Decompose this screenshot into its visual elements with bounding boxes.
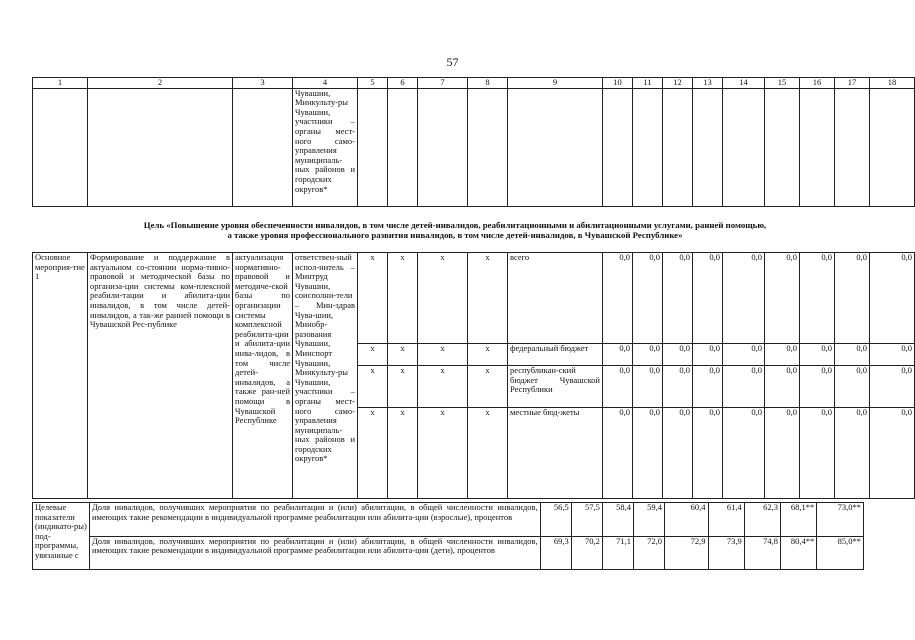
col-number: 6 bbox=[388, 78, 418, 89]
value-cell: 0,0 bbox=[723, 344, 765, 366]
column-number-row bbox=[33, 78, 915, 89]
col-number: 9 bbox=[508, 78, 603, 89]
x-cell: х bbox=[468, 344, 508, 366]
value-cell: 0,0 bbox=[870, 366, 915, 408]
col-number: 2 bbox=[88, 78, 233, 89]
executors-cell: Чувашии, Минкульту-ры Чувашии, участники – органы мест-ного само-управления муниципаль-ных районов и городских округов* bbox=[293, 88, 358, 206]
value-cell: 72,0 bbox=[633, 536, 664, 570]
value-cell: 68,1** bbox=[781, 503, 817, 537]
value-cell: 0,0 bbox=[765, 366, 800, 408]
value-cell: 0,0 bbox=[633, 344, 663, 366]
funding-source: федеральный бюджет bbox=[508, 344, 603, 366]
x-cell: х bbox=[468, 408, 508, 499]
col-number: 13 bbox=[693, 78, 723, 89]
value-cell: 70,2 bbox=[571, 536, 602, 570]
col-number: 15 bbox=[765, 78, 800, 89]
col-number: 16 bbox=[800, 78, 835, 89]
target-text: Доля инвалидов, получивших мероприятия по реабилитации и (или) абилитации, в общей численности инвалидов, имеющих такие рекомендации в индивидуальной программе реабилитации или абилита-ции (дети), процентов bbox=[89, 536, 540, 570]
value-cell: 56,5 bbox=[540, 503, 571, 537]
value-cell: 59,4 bbox=[633, 503, 664, 537]
funding-source: местные бюд-жеты bbox=[508, 408, 603, 499]
x-cell: х bbox=[388, 253, 418, 344]
x-cell: х bbox=[418, 366, 468, 408]
funding-row-total bbox=[33, 253, 915, 344]
col-number: 11 bbox=[633, 78, 663, 89]
x-cell: х bbox=[358, 366, 388, 408]
value-cell: 0,0 bbox=[633, 408, 663, 499]
value-cell: 0,0 bbox=[835, 366, 870, 408]
value-cell: 0,0 bbox=[870, 408, 915, 499]
value-cell: 0,0 bbox=[723, 366, 765, 408]
col-number: 17 bbox=[835, 78, 870, 89]
value-cell: 61,4 bbox=[708, 503, 744, 537]
targets-table bbox=[32, 502, 864, 570]
value-cell: 0,0 bbox=[800, 408, 835, 499]
targets-label: Целевые показатели (индикато-ры) под-программы, увязанные с bbox=[33, 503, 90, 570]
col-number: 5 bbox=[358, 78, 388, 89]
value-cell: 0,0 bbox=[663, 408, 693, 499]
x-cell: х bbox=[388, 366, 418, 408]
value-cell: 69,3 bbox=[540, 536, 571, 570]
value-cell: 0,0 bbox=[835, 253, 870, 344]
x-cell: х bbox=[358, 344, 388, 366]
value-cell: 0,0 bbox=[800, 366, 835, 408]
x-cell: х bbox=[418, 253, 468, 344]
value-cell: 73,0** bbox=[817, 503, 864, 537]
value-cell: 74,8 bbox=[744, 536, 780, 570]
value-cell: 0,0 bbox=[870, 344, 915, 366]
value-cell: 60,4 bbox=[665, 503, 709, 537]
value-cell: 0,0 bbox=[663, 253, 693, 344]
col-number: 1 bbox=[33, 78, 88, 89]
value-cell: 0,0 bbox=[663, 366, 693, 408]
activity-content: актуализация нормативно-правовой и методиче-ской базы по организации системы комплексной реабилита-ции и абилита-ции инва-лидов, в том числе детей-инвалидов, а также ран-ней помощи в Чувашской Республике bbox=[233, 253, 293, 499]
value-cell: 0,0 bbox=[765, 408, 800, 499]
page-number: 57 bbox=[446, 55, 459, 69]
value-cell: 71,1 bbox=[602, 536, 633, 570]
activity-table bbox=[32, 252, 915, 499]
value-cell: 0,0 bbox=[603, 408, 633, 499]
goal-heading bbox=[60, 220, 850, 240]
x-cell: х bbox=[358, 408, 388, 499]
value-cell: 0,0 bbox=[800, 253, 835, 344]
value-cell: 0,0 bbox=[603, 253, 633, 344]
header-table bbox=[32, 77, 915, 207]
activity-executors: ответствен-ный испол-нитель – Минтруд Чувашии, соисполни-тели – Мин-здрав Чува-шии, Минобр-разования Чувашии, Минспорт Чувашии, Минкульту-ры Чувашии, участники – органы мест-ного само-управления муниципаль-ных районов и городских округов* bbox=[293, 253, 358, 499]
value-cell: 0,0 bbox=[800, 344, 835, 366]
value-cell: 62,3 bbox=[744, 503, 780, 537]
col-number: 10 bbox=[603, 78, 633, 89]
activity-name: Основное мероприя-тие 1 bbox=[33, 253, 88, 499]
x-cell: х bbox=[418, 344, 468, 366]
value-cell: 0,0 bbox=[633, 253, 663, 344]
activity-description: Формирование и поддержание в актуальном со-стоянии норма-тивно-правовой и методической базы по организа-ции системы ком-плексной реабили-тации и абилита-ции инвалидов, в том числе детей-инвалидов, а так-же ранней помощи в Чувашской Рес-публике bbox=[88, 253, 233, 499]
target-text: Доля инвалидов, получивших мероприятия по реабилитации и (или) абилитации, в общей численности инвалидов, имеющих такие рекомендации в индивидуальной программе реабилитации или абилита-ции (взрослые), процентов bbox=[89, 503, 540, 537]
value-cell: 0,0 bbox=[693, 253, 723, 344]
x-cell: х bbox=[468, 253, 508, 344]
col-number: 14 bbox=[723, 78, 765, 89]
value-cell: 0,0 bbox=[603, 366, 633, 408]
x-cell: х bbox=[468, 366, 508, 408]
col-number: 12 bbox=[663, 78, 693, 89]
goal-line-2: а также уровня профессионального развития инвалидов, в том числе детей-инвалидов, в Чувашской Республике» bbox=[227, 230, 683, 240]
value-cell: 0,0 bbox=[693, 366, 723, 408]
col-number: 4 bbox=[293, 78, 358, 89]
value-cell: 0,0 bbox=[835, 344, 870, 366]
goal-line-1: Цель «Повышение уровня обеспеченности инвалидов, в том числе детей-инвалидов, реабилитационными и абилитационными услугами, ранней помощью, bbox=[143, 220, 767, 230]
value-cell: 73,9 bbox=[708, 536, 744, 570]
value-cell: 0,0 bbox=[765, 344, 800, 366]
funding-source: всего bbox=[508, 253, 603, 344]
value-cell: 0,0 bbox=[693, 344, 723, 366]
col-number: 3 bbox=[233, 78, 293, 89]
value-cell: 85,0** bbox=[817, 536, 864, 570]
value-cell: 0,0 bbox=[765, 253, 800, 344]
value-cell: 0,0 bbox=[663, 344, 693, 366]
value-cell: 57,5 bbox=[571, 503, 602, 537]
value-cell: 0,0 bbox=[723, 253, 765, 344]
x-cell: х bbox=[388, 408, 418, 499]
value-cell: 58,4 bbox=[602, 503, 633, 537]
value-cell: 0,0 bbox=[723, 408, 765, 499]
value-cell: 0,0 bbox=[835, 408, 870, 499]
value-cell: 80,4** bbox=[781, 536, 817, 570]
value-cell: 0,0 bbox=[633, 366, 663, 408]
target-row bbox=[33, 536, 864, 570]
x-cell: х bbox=[358, 253, 388, 344]
col-number: 8 bbox=[468, 78, 508, 89]
target-row bbox=[33, 503, 864, 537]
col-number: 7 bbox=[418, 78, 468, 89]
funding-source: республикан-ский бюджет Чувашской Республики bbox=[508, 366, 603, 408]
continuation-row bbox=[33, 88, 915, 206]
value-cell: 0,0 bbox=[603, 344, 633, 366]
value-cell: 0,0 bbox=[693, 408, 723, 499]
value-cell: 72,9 bbox=[665, 536, 709, 570]
x-cell: х bbox=[388, 344, 418, 366]
x-cell: х bbox=[418, 408, 468, 499]
value-cell: 0,0 bbox=[870, 253, 915, 344]
col-number: 18 bbox=[870, 78, 915, 89]
